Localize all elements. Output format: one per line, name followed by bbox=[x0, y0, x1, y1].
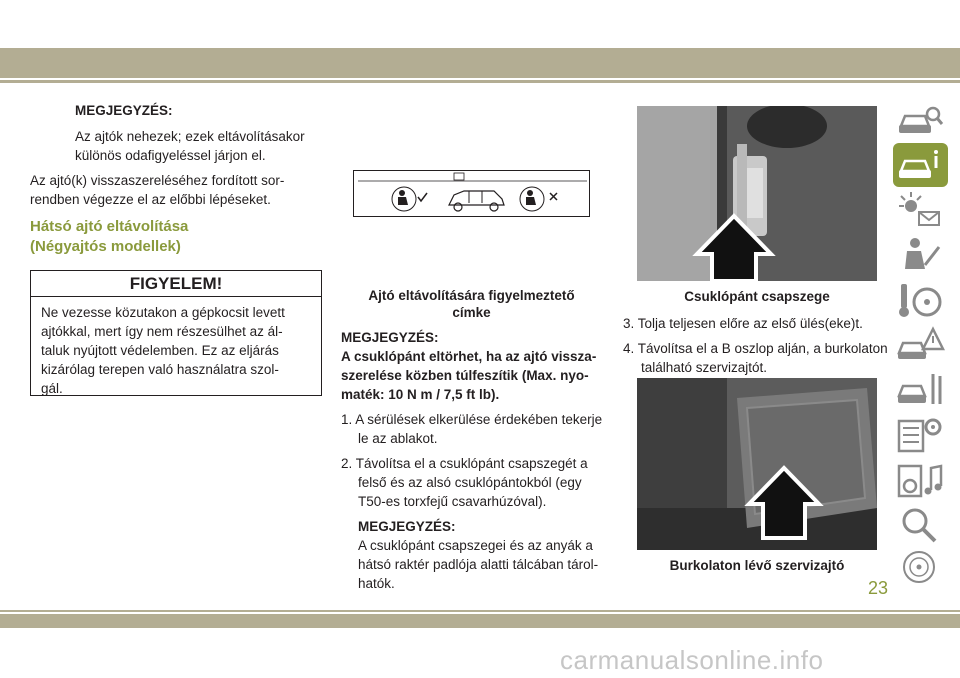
footer-rule bbox=[0, 610, 960, 612]
warning-line: ajtókkal, mert így nem részesülhet az ál- bbox=[41, 324, 283, 339]
step-3: 3. Tolja teljesen előre az első ülés(eke)t. bbox=[623, 316, 863, 331]
warning-line: Ne vezesse közutakon a gépkocsit levett bbox=[41, 305, 285, 320]
note-bold-line: maték: 10 N m / 7,5 ft lb). bbox=[341, 387, 500, 402]
airbag-seat-icon[interactable] bbox=[895, 235, 945, 275]
hinge-pin-photo bbox=[637, 106, 877, 281]
step-2-cont: felső és az alsó csuklópántokból (egy bbox=[358, 475, 582, 490]
note-text-line: Az ajtók nehezek; ezek eltávolításakor bbox=[75, 129, 305, 144]
note-text-line: különös odafigyeléssel járjon el. bbox=[75, 148, 266, 163]
index-az-icon[interactable] bbox=[895, 547, 945, 587]
warning-title: FIGYELEM! bbox=[31, 271, 321, 297]
car-info-icon[interactable] bbox=[895, 145, 945, 185]
specs-gear-icon[interactable] bbox=[895, 415, 945, 455]
paragraph-line: Az ajtó(k) visszaszereléséhez fordított sor- bbox=[30, 173, 285, 188]
header-band bbox=[0, 48, 960, 78]
service-door-caption: Burkolaton lévő szervizajtó bbox=[669, 558, 845, 573]
note-text-line: hátsó raktér padlója alatti tálcában tárol- bbox=[358, 557, 599, 572]
step-2: 2. Távolítsa el a csuklópánt csapszegét a bbox=[341, 456, 588, 471]
door-warning-label-image bbox=[353, 170, 590, 217]
search-icon[interactable] bbox=[895, 505, 945, 545]
roadside-warning-icon[interactable] bbox=[895, 325, 945, 365]
note-text-line: A csuklópánt csapszegei és az anyák a bbox=[358, 538, 593, 553]
section-heading: Hátsó ajtó eltávolítása bbox=[30, 218, 189, 235]
car-search-icon[interactable] bbox=[895, 100, 945, 140]
footer-band bbox=[0, 614, 960, 628]
page-number: 23 bbox=[868, 578, 889, 598]
step-1-cont: le az ablakot. bbox=[358, 431, 438, 446]
warning-lights-icon[interactable] bbox=[895, 190, 945, 230]
steering-key-icon[interactable] bbox=[895, 280, 945, 320]
car-tools-icon[interactable] bbox=[895, 370, 945, 410]
note-bold-line: A csuklópánt eltörhet, ha az ajtó vissza- bbox=[341, 349, 597, 364]
header-rule bbox=[0, 80, 960, 83]
step-1: 1. A sérülések elkerülése érdekében tekerje bbox=[341, 412, 603, 427]
caption-line: címke bbox=[452, 305, 491, 320]
warning-line: kizárólag terepen való használatra szol- bbox=[41, 362, 279, 377]
step-2-cont: T50-es torxfejű csavarhúzóval). bbox=[358, 494, 547, 509]
warning-body bbox=[41, 303, 313, 398]
caption-line: Ajtó eltávolítására figyelmeztető bbox=[368, 288, 575, 303]
paragraph-line: rendben végezze el az előbbi lépéseket. bbox=[30, 192, 271, 207]
step-4-cont: található szervizajtót. bbox=[641, 360, 768, 375]
warning-line: taluk nyújtott védelemben. Ez az eljárás bbox=[41, 343, 279, 358]
warning-line: gál. bbox=[41, 381, 63, 396]
note-label: MEGJEGYZÉS: bbox=[341, 330, 439, 345]
step-4: 4. Távolítsa el a B oszlop alján, a burkolaton bbox=[623, 341, 888, 356]
watermark: carmanualsonline.info bbox=[560, 645, 824, 675]
note-label: MEGJEGYZÉS: bbox=[75, 103, 173, 118]
note-bold-line: szerelése közben túlfeszítik (Max. nyo- bbox=[341, 368, 589, 383]
multimedia-music-icon[interactable] bbox=[895, 460, 945, 500]
warning-box bbox=[30, 270, 322, 396]
hinge-pin-caption: Csuklópánt csapszege bbox=[684, 289, 830, 304]
section-subheading: (Négyajtós modellek) bbox=[30, 238, 181, 255]
note-label: MEGJEGYZÉS: bbox=[358, 519, 456, 534]
note-text-line: hatók. bbox=[358, 576, 395, 591]
label-caption bbox=[353, 287, 590, 321]
service-door-photo bbox=[637, 378, 877, 550]
